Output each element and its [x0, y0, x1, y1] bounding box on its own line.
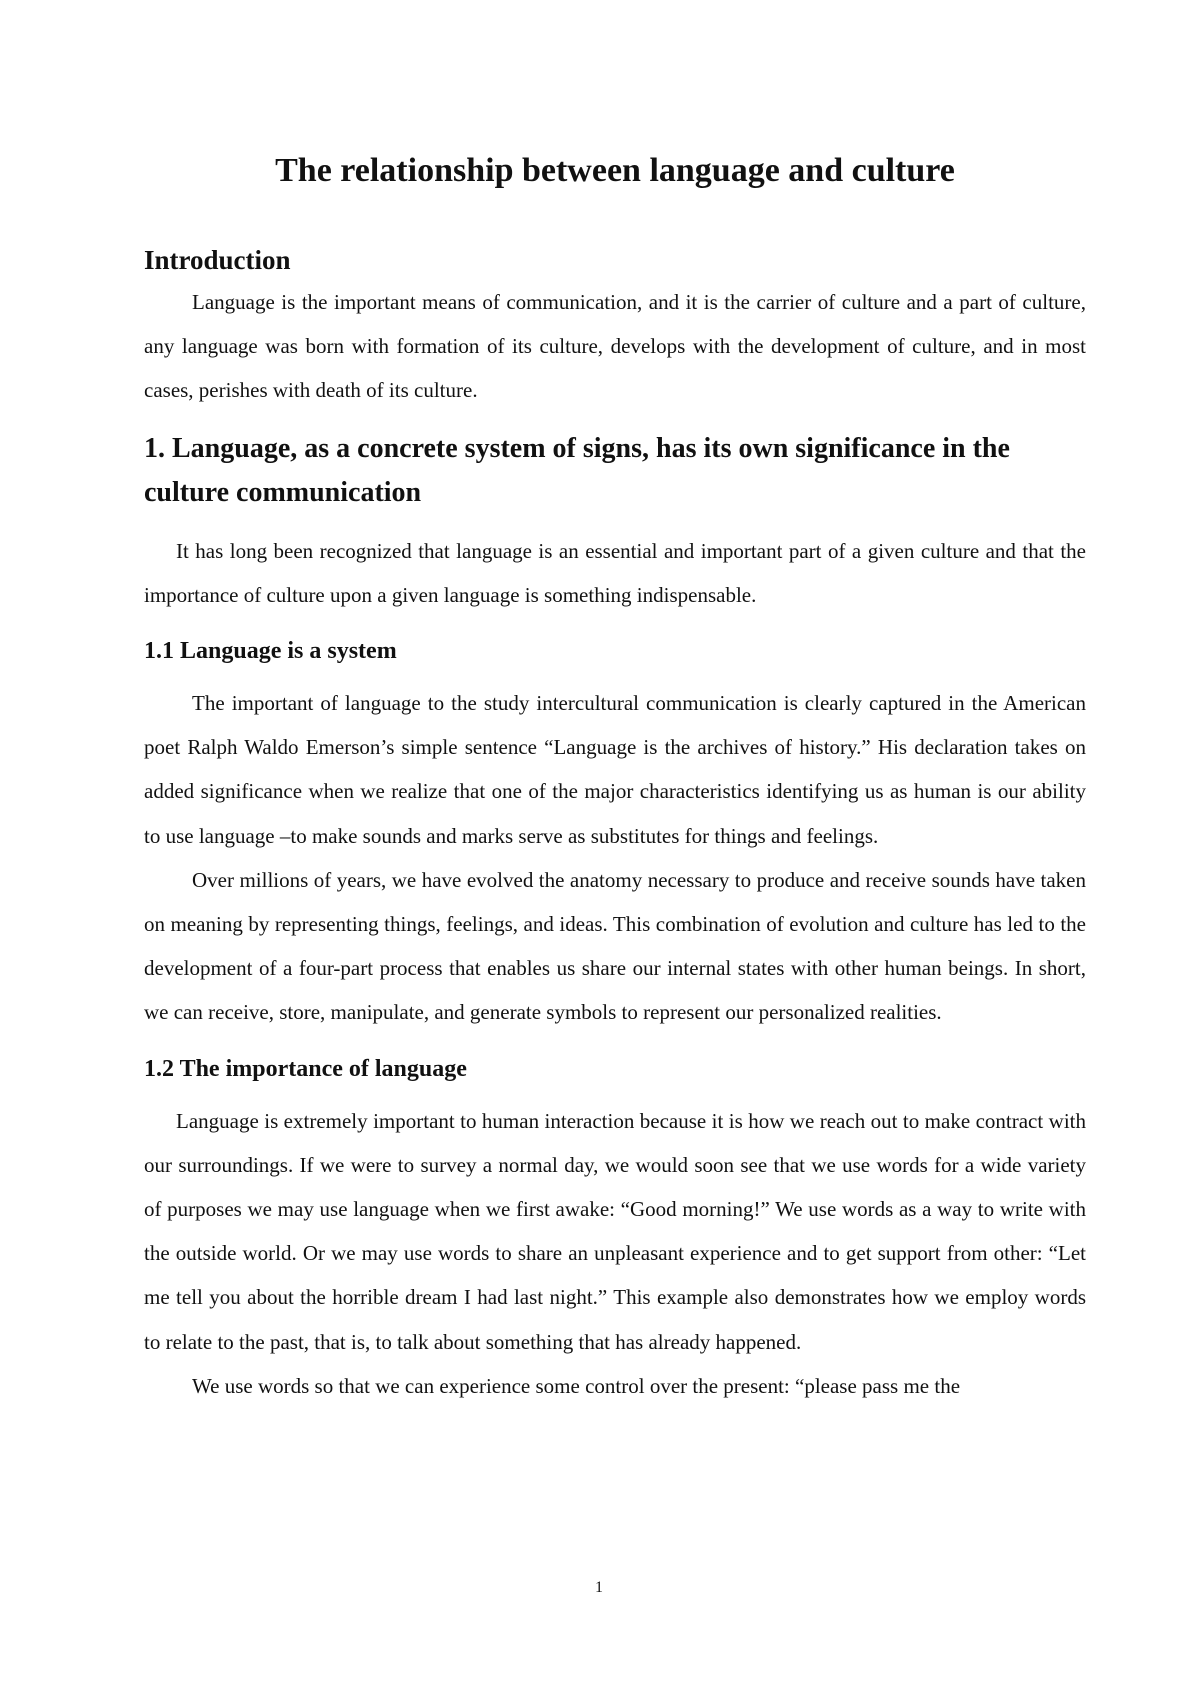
page-content — [144, 136, 1086, 1408]
paragraph-section-1-2-a: Language is extremely important to human interaction because it is how we reach out to make contract with our surroundings. If we were to survey a normal day, we would soon see that we use words for a wide variety of purposes we may use language when we first awake: “Good morning!” We use words as a way to write with the outside world. Or we may use words to share an unpleasant experience and to get support from other: “Let me tell you about the horrible dream I had last night.” This example also demonstrates how we employ words to relate to the past, that is, to talk about something that has already happened. — [144, 1108, 1086, 1354]
heading-section-1-2: 1.2 The importance of language — [144, 1055, 467, 1082]
heading-introduction: Introduction — [144, 245, 291, 275]
paragraph-section-1-1-b: Over millions of years, we have evolved the anatomy necessary to produce and receive sounds have taken on meaning by representing things, feelings, and ideas. This combination of evolution and culture has led to the development of a four-part process that enables us share our internal states with other human beings. In short, we can receive, store, manipulate, and generate symbols to represent our personalized realities. — [144, 867, 1086, 1025]
document-title: The relationship between language and culture — [275, 152, 955, 189]
paragraph-section-1: It has long been recognized that language is an essential and important part of a given culture and that the importance of culture upon a given language is something indispensable. — [144, 538, 1086, 607]
paragraph-section-1-1-a: The important of language to the study intercultural communication is clearly captured in the American poet Ralph Waldo Emerson’s simple sentence “Language is the archives of history.” His declaration takes on added significance when we realize that one of the major characteristics identifying us as human is our ability to use language –to make sounds and marks serve as substitutes for things and feelings. — [144, 691, 1086, 848]
paragraph-section-1-2-b: We use words so that we can experience some control over the present: “please pass me the — [192, 1373, 961, 1398]
paragraph-introduction: Language is the important means of communication, and it is the carrier of culture and a part of culture, any language was born with formation of its culture, develops with the development of culture, and in most cases, perishes with death of its culture. — [144, 290, 1086, 403]
heading-section-1: 1. Language, as a concrete system of signs, has its own significance in the culture communication — [144, 432, 1010, 508]
heading-section-1-1: 1.1 Language is a system — [144, 638, 397, 665]
page-number: 1 — [595, 1579, 603, 1596]
